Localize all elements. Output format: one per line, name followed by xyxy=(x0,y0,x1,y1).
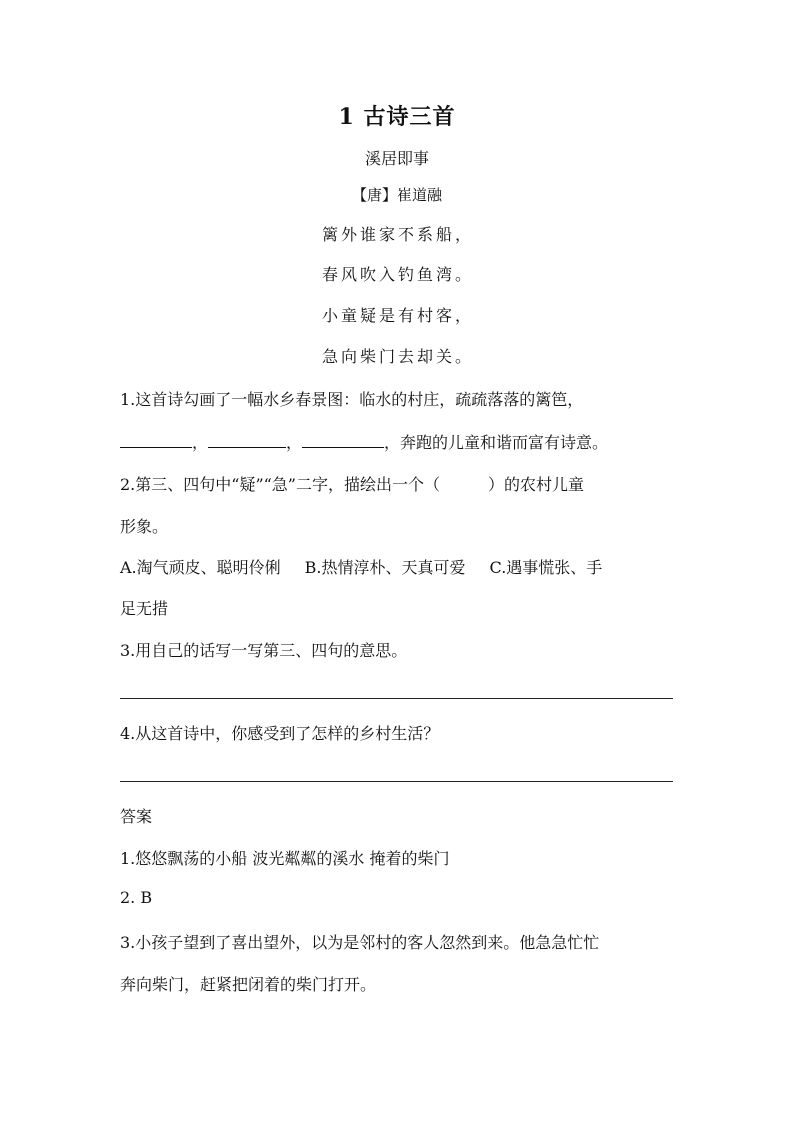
option-c: C.遇事慌张、手 xyxy=(489,558,603,577)
answer-1: 1.悠悠飘荡的小船 波光粼粼的溪水 掩着的柴门 xyxy=(120,849,450,868)
poem-line-3: 小童疑是有村客， xyxy=(322,306,475,325)
answers-heading: 答案 xyxy=(120,807,153,826)
question-2-text xyxy=(120,472,676,495)
answer-blank-2[interactable] xyxy=(208,432,286,448)
option-a: A.淘气顽皮、聪明伶俐 xyxy=(120,558,281,577)
answer-3-line-2: 奔向柴门，赶紧把闭着的柴门打开。 xyxy=(120,975,377,994)
poem-line-2: 春风吹入钓鱼湾。 xyxy=(322,265,475,284)
poem-title: 溪居即事 xyxy=(364,149,429,168)
question-1-tail: ，奔跑的儿童和谐而富有诗意。 xyxy=(384,433,609,452)
question-4-text: 4.从这首诗中，你感受到了怎样的乡村生活？ xyxy=(120,724,440,743)
poem-line-1: 篱外谁家不系船， xyxy=(322,225,475,244)
blank-separator: ， xyxy=(192,433,209,452)
question-1-text: 1.这首诗勾画了一幅水乡春景图：临水的村庄，疏疏落落的篱笆， xyxy=(120,390,584,409)
answer-3-line-1: 3.小孩子望到了喜出望外，以为是邻村的客人忽然到来。他急急忙忙 xyxy=(120,933,600,952)
question-2-line-2: 形象。 xyxy=(120,517,169,536)
answer-line-3[interactable] xyxy=(120,698,673,699)
answer-blank-1[interactable] xyxy=(120,432,192,448)
question-3-text: 3.用自己的话写一写第三、四句的意思。 xyxy=(120,641,408,660)
question-2-suffix: ）的农村儿童 xyxy=(488,475,585,494)
question-1-blanks xyxy=(120,430,676,453)
answer-2: 2. B xyxy=(120,888,153,907)
option-b: B.热情淳朴、天真可爱 xyxy=(304,558,466,577)
lesson-title: 1 古诗三首 xyxy=(338,104,456,130)
question-2-prefix: 2.第三、四句中“疑”“急”二字，描绘出一个（ xyxy=(120,475,440,494)
option-c-continued: 足无措 xyxy=(120,599,169,618)
poem-author: 【唐】崔道融 xyxy=(351,186,442,204)
answer-blank-3[interactable] xyxy=(302,432,384,448)
blank-separator: ， xyxy=(286,433,303,452)
poem-line-4: 急向柴门去却关。 xyxy=(322,347,475,366)
answer-line-4[interactable] xyxy=(120,781,673,782)
question-2-options xyxy=(120,555,676,578)
